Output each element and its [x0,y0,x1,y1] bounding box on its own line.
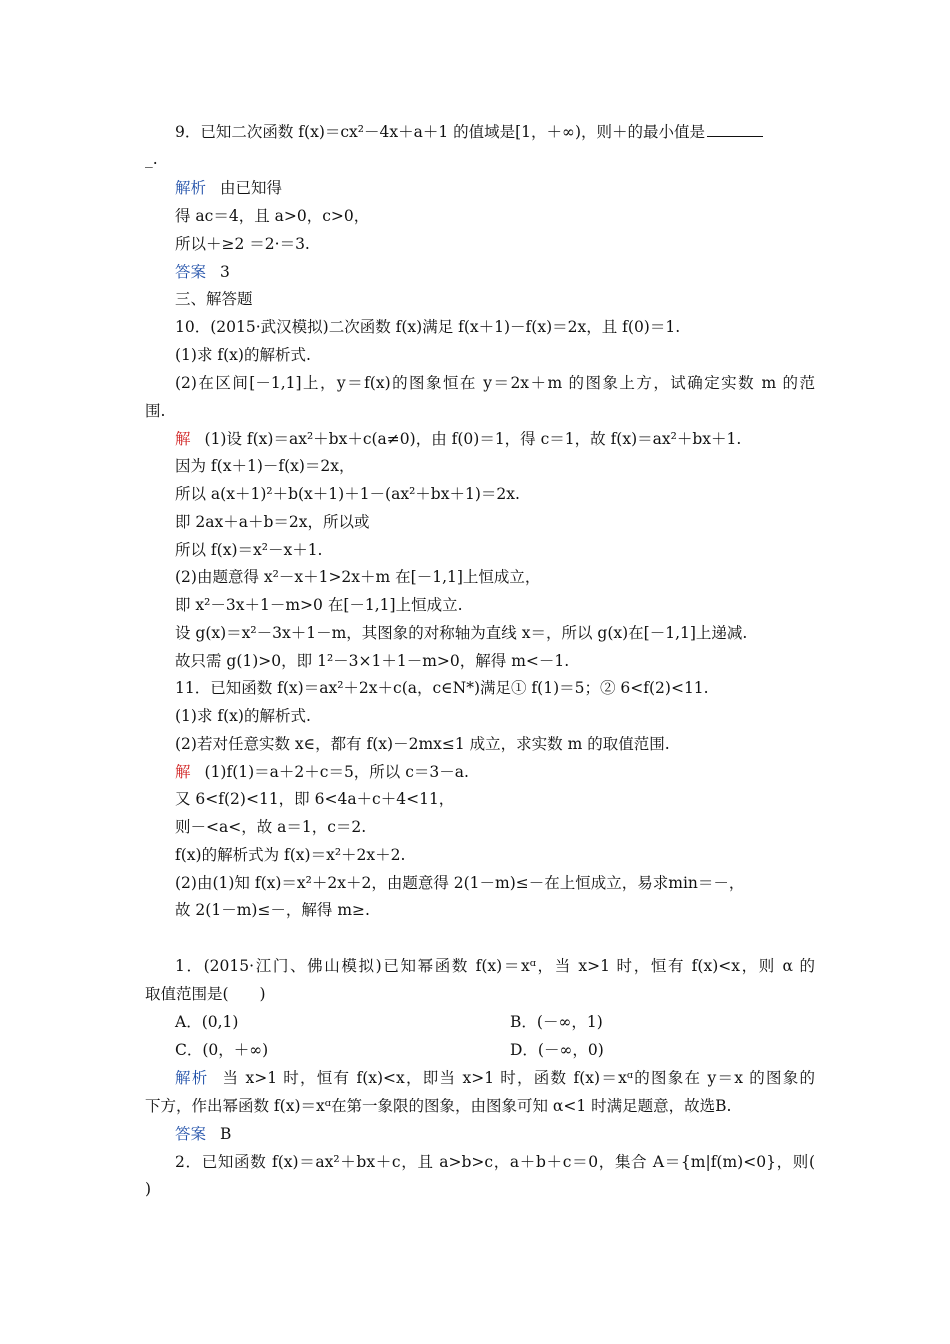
solution-label: 解 [175,763,191,781]
line-text: _. [145,150,158,168]
answer-line: 答案 B [175,1125,232,1143]
line-text: 围. [145,402,166,420]
question-9: 9．已知二次函数 f(x)＝cx²－4x＋a＋1 的值域是[1，＋∞)，则＋的最小值是 [175,119,815,145]
question-1: 1．(2015·江门、佛山模拟)已知幂函数 f(x)＝xᵅ，当 x>1 时，恒有 f(x)<x，则 α 的 [175,957,815,975]
line-text: (1)求 f(x)的解析式. [175,346,311,364]
answer-line: 答案 3 [175,263,230,281]
solution-label: 解 [175,430,191,448]
line-text: (1)求 f(x)的解析式. [175,707,311,725]
question-11: 11．已知函数 f(x)＝ax²＋2x＋c(a，c∈N*)满足① f(1)＝5；② 6<f(2)<11. [175,679,709,697]
line-text: 故只需 g(1)>0，即 1²－3×1＋1－m>0，解得 m<－1. [175,652,570,670]
line-text: 下方，作出幂函数 f(x)＝xᵅ在第一象限的图象，由图象可知 α<1 时满足题意，故选B. [145,1097,732,1115]
line-text: 即 x²－3x＋1－m>0 在[－1,1]上恒成立. [175,596,463,614]
option-b: B．(－∞，1) [510,1013,603,1031]
line-text: (2)由题意得 x²－x＋1>2x＋m 在[－1,1]上恒成立， [175,568,541,586]
line-text: ) [145,1180,152,1198]
analysis-line: 解析 由已知得 [175,179,283,197]
line-text: 取值范围是( ) [145,985,266,1003]
question-2: 2．已知函数 f(x)＝ax²＋bx＋c，且 a>b>c，a＋b＋c＝0，集合 A＝{m|f(m)<0}，则( [175,1153,815,1171]
line-text: 故 2(1－m)≤－，解得 m≥. [175,901,370,919]
line-text: f(x)的解析式为 f(x)＝x²＋2x＋2. [175,846,406,864]
line-text: 因为 f(x＋1)－f(x)＝2x， [175,457,355,475]
solution-line: 解 (1)f(1)＝a＋2＋c＝5，所以 c＝3－a. [175,763,469,781]
analysis-label: 解析 [175,179,207,197]
line-text: (2)由(1)知 f(x)＝x²＋2x＋2，由题意得 2(1－m)≤－在上恒成立，易求min＝－， [175,874,745,892]
line-text: 所以 a(x＋1)²＋b(x＋1)＋1－(ax²＋bx＋1)＝2x. [175,485,520,503]
line-text: 设 g(x)＝x²－3x＋1－m，其图象的对称轴为直线 x＝，所以 g(x)在[－1,1]上递减. [175,624,748,642]
line-text: 所以＋≥2 ＝2·＝3. [175,235,310,253]
line-text: 所以 f(x)＝x²－x＋1. [175,541,323,559]
line-text: 即 2ax＋a＋b＝2x，所以或 [175,513,370,531]
analysis-line: 解析 当 x>1 时，恒有 f(x)<x，即当 x>1 时，函数 f(x)＝xᵅ的图象在 y＝x 的图象的 [175,1069,815,1087]
answer-blank [707,121,763,137]
line-text: 又 6<f(2)<11，即 6<4a＋c＋4<11， [175,790,455,808]
line-text: 则－<a<，故 a＝1，c＝2. [175,818,367,836]
section-heading: 三、解答题 [175,290,253,308]
analysis-label: 解析 [175,1069,209,1087]
solution-line: 解 (1)设 f(x)＝ax²＋bx＋c(a≠0)，由 f(0)＝1，得 c＝1，故 f(x)＝ax²＋bx＋1. [175,430,742,448]
option-a: A．(0,1) [175,1013,239,1031]
option-c: C．(0，＋∞) [175,1041,269,1059]
line-text: (2)若对任意实数 x∈，都有 f(x)－2mx≤1 成立，求实数 m 的取值范围. [175,735,670,753]
line-text: 得 ac＝4，且 a>0，c>0， [175,207,370,225]
line-text: (2)在区间[－1,1]上，y＝f(x)的图象恒在 y＝2x＋m 的图象上方，试确定实数 m 的范 [175,374,815,392]
answer-label: 答案 [175,1125,207,1143]
option-d: D．(－∞，0) [510,1041,604,1059]
answer-label: 答案 [175,263,207,281]
question-10: 10．(2015·武汉模拟)二次函数 f(x)满足 f(x＋1)－f(x)＝2x，且 f(0)＝1. [175,318,681,336]
